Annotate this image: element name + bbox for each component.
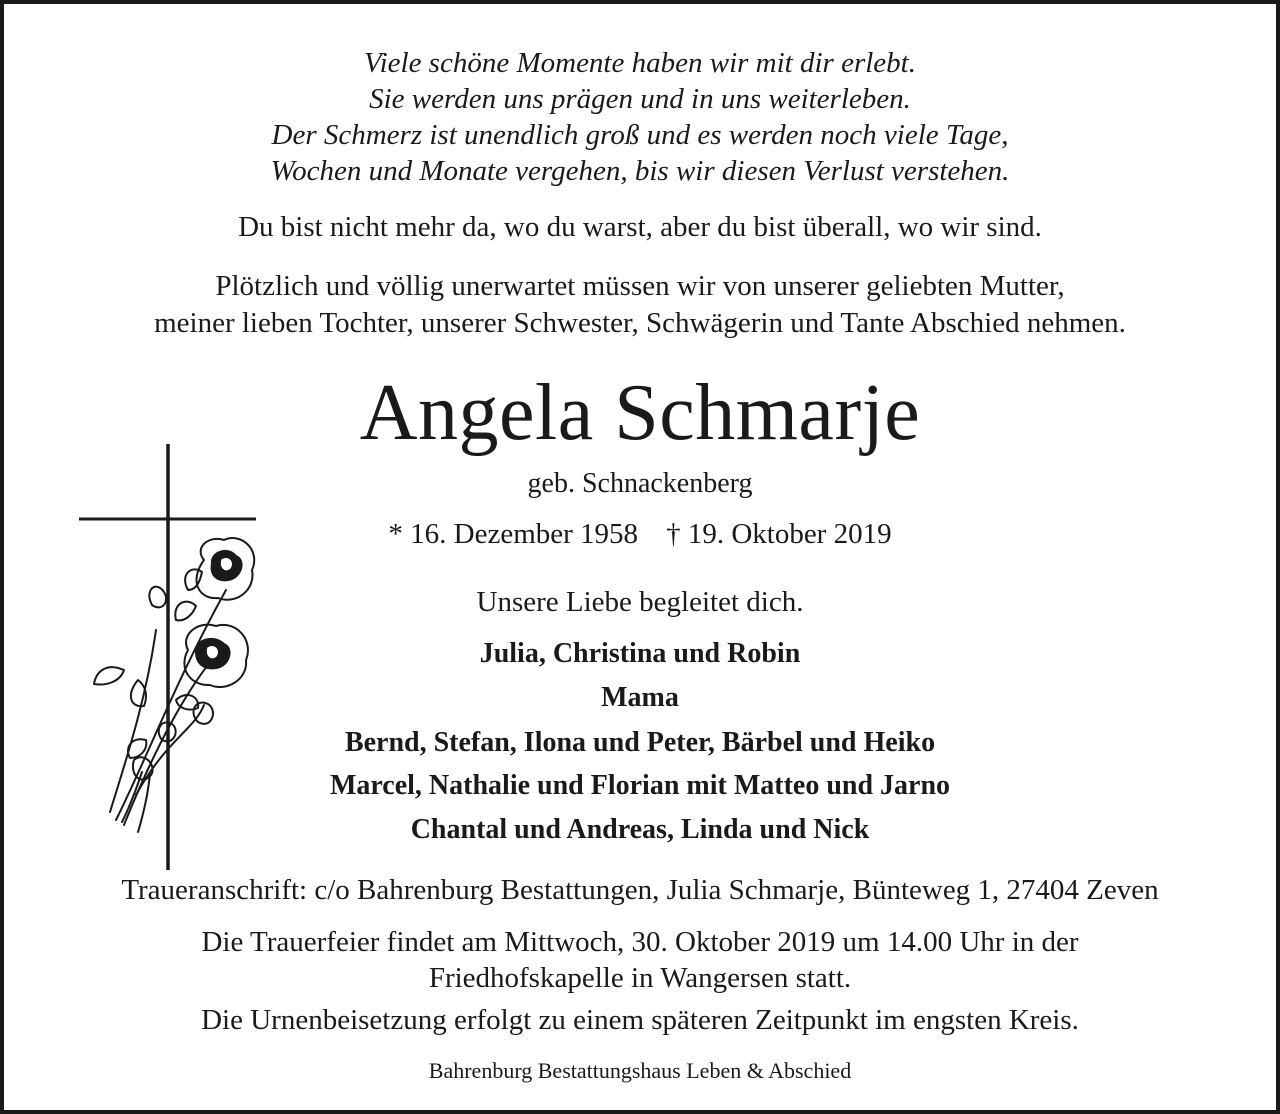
poem-line: Viele schöne Momente haben wir mit dir erlebt. xyxy=(364,47,916,79)
ceremony-line: Die Trauerfeier findet am Mittwoch, 30. Oktober 2019 um 14.00 Uhr in der xyxy=(201,926,1079,958)
birth-date: * 16. Dezember 1958 xyxy=(388,518,639,550)
family-line: Julia, Christina und Robin xyxy=(479,638,801,669)
ceremony-line: Die Urnenbeisetzung erfolgt zu einem späteren Zeitpunkt im engsten Kreis. xyxy=(201,1004,1079,1036)
roses-icon xyxy=(94,538,254,832)
maiden-name: geb. Schnackenberg xyxy=(527,468,753,499)
quote-line: Du bist nicht mehr da, wo du warst, aber du bist überall, wo wir sind. xyxy=(238,211,1042,243)
mourning-address: Traueranschrift: c/o Bahrenburg Bestattungen, Julia Schmarje, Bünteweg 1, 27404 Zeven xyxy=(121,874,1159,906)
poem-line: Der Schmerz ist unendlich groß und es werden noch viele Tage, xyxy=(271,119,1009,151)
death-date: † 19. Oktober 2019 xyxy=(666,518,892,550)
funeral-home: Bahrenburg Bestattungshaus Leben & Abschied xyxy=(428,1058,852,1083)
closing-line: Unsere Liebe begleitet dich. xyxy=(476,586,804,618)
poem-line: Wochen und Monate vergehen, bis wir diesen Verlust verstehen. xyxy=(270,155,1010,187)
announcement-line: Plötzlich und völlig unerwartet müssen wir von unserer geliebten Mutter, xyxy=(215,270,1065,302)
announcement-line: meiner lieben Tochter, unserer Schwester, Schwägerin und Tante Abschied nehmen. xyxy=(154,307,1126,339)
deceased-name: Angela Schmarje xyxy=(359,369,921,457)
family-line: Chantal und Andreas, Linda und Nick xyxy=(410,814,870,845)
family-line: Bernd, Stefan, Ilona und Peter, Bärbel und Heiko xyxy=(344,727,936,758)
cross-roses-emblem xyxy=(76,440,260,875)
ceremony-line: Friedhofskapelle in Wangersen statt. xyxy=(428,962,852,994)
family-line: Mama xyxy=(601,682,679,713)
poem-line: Sie werden uns prägen und in uns weiterleben. xyxy=(369,83,911,115)
family-line: Marcel, Nathalie und Florian mit Matteo und Jarno xyxy=(329,770,951,801)
